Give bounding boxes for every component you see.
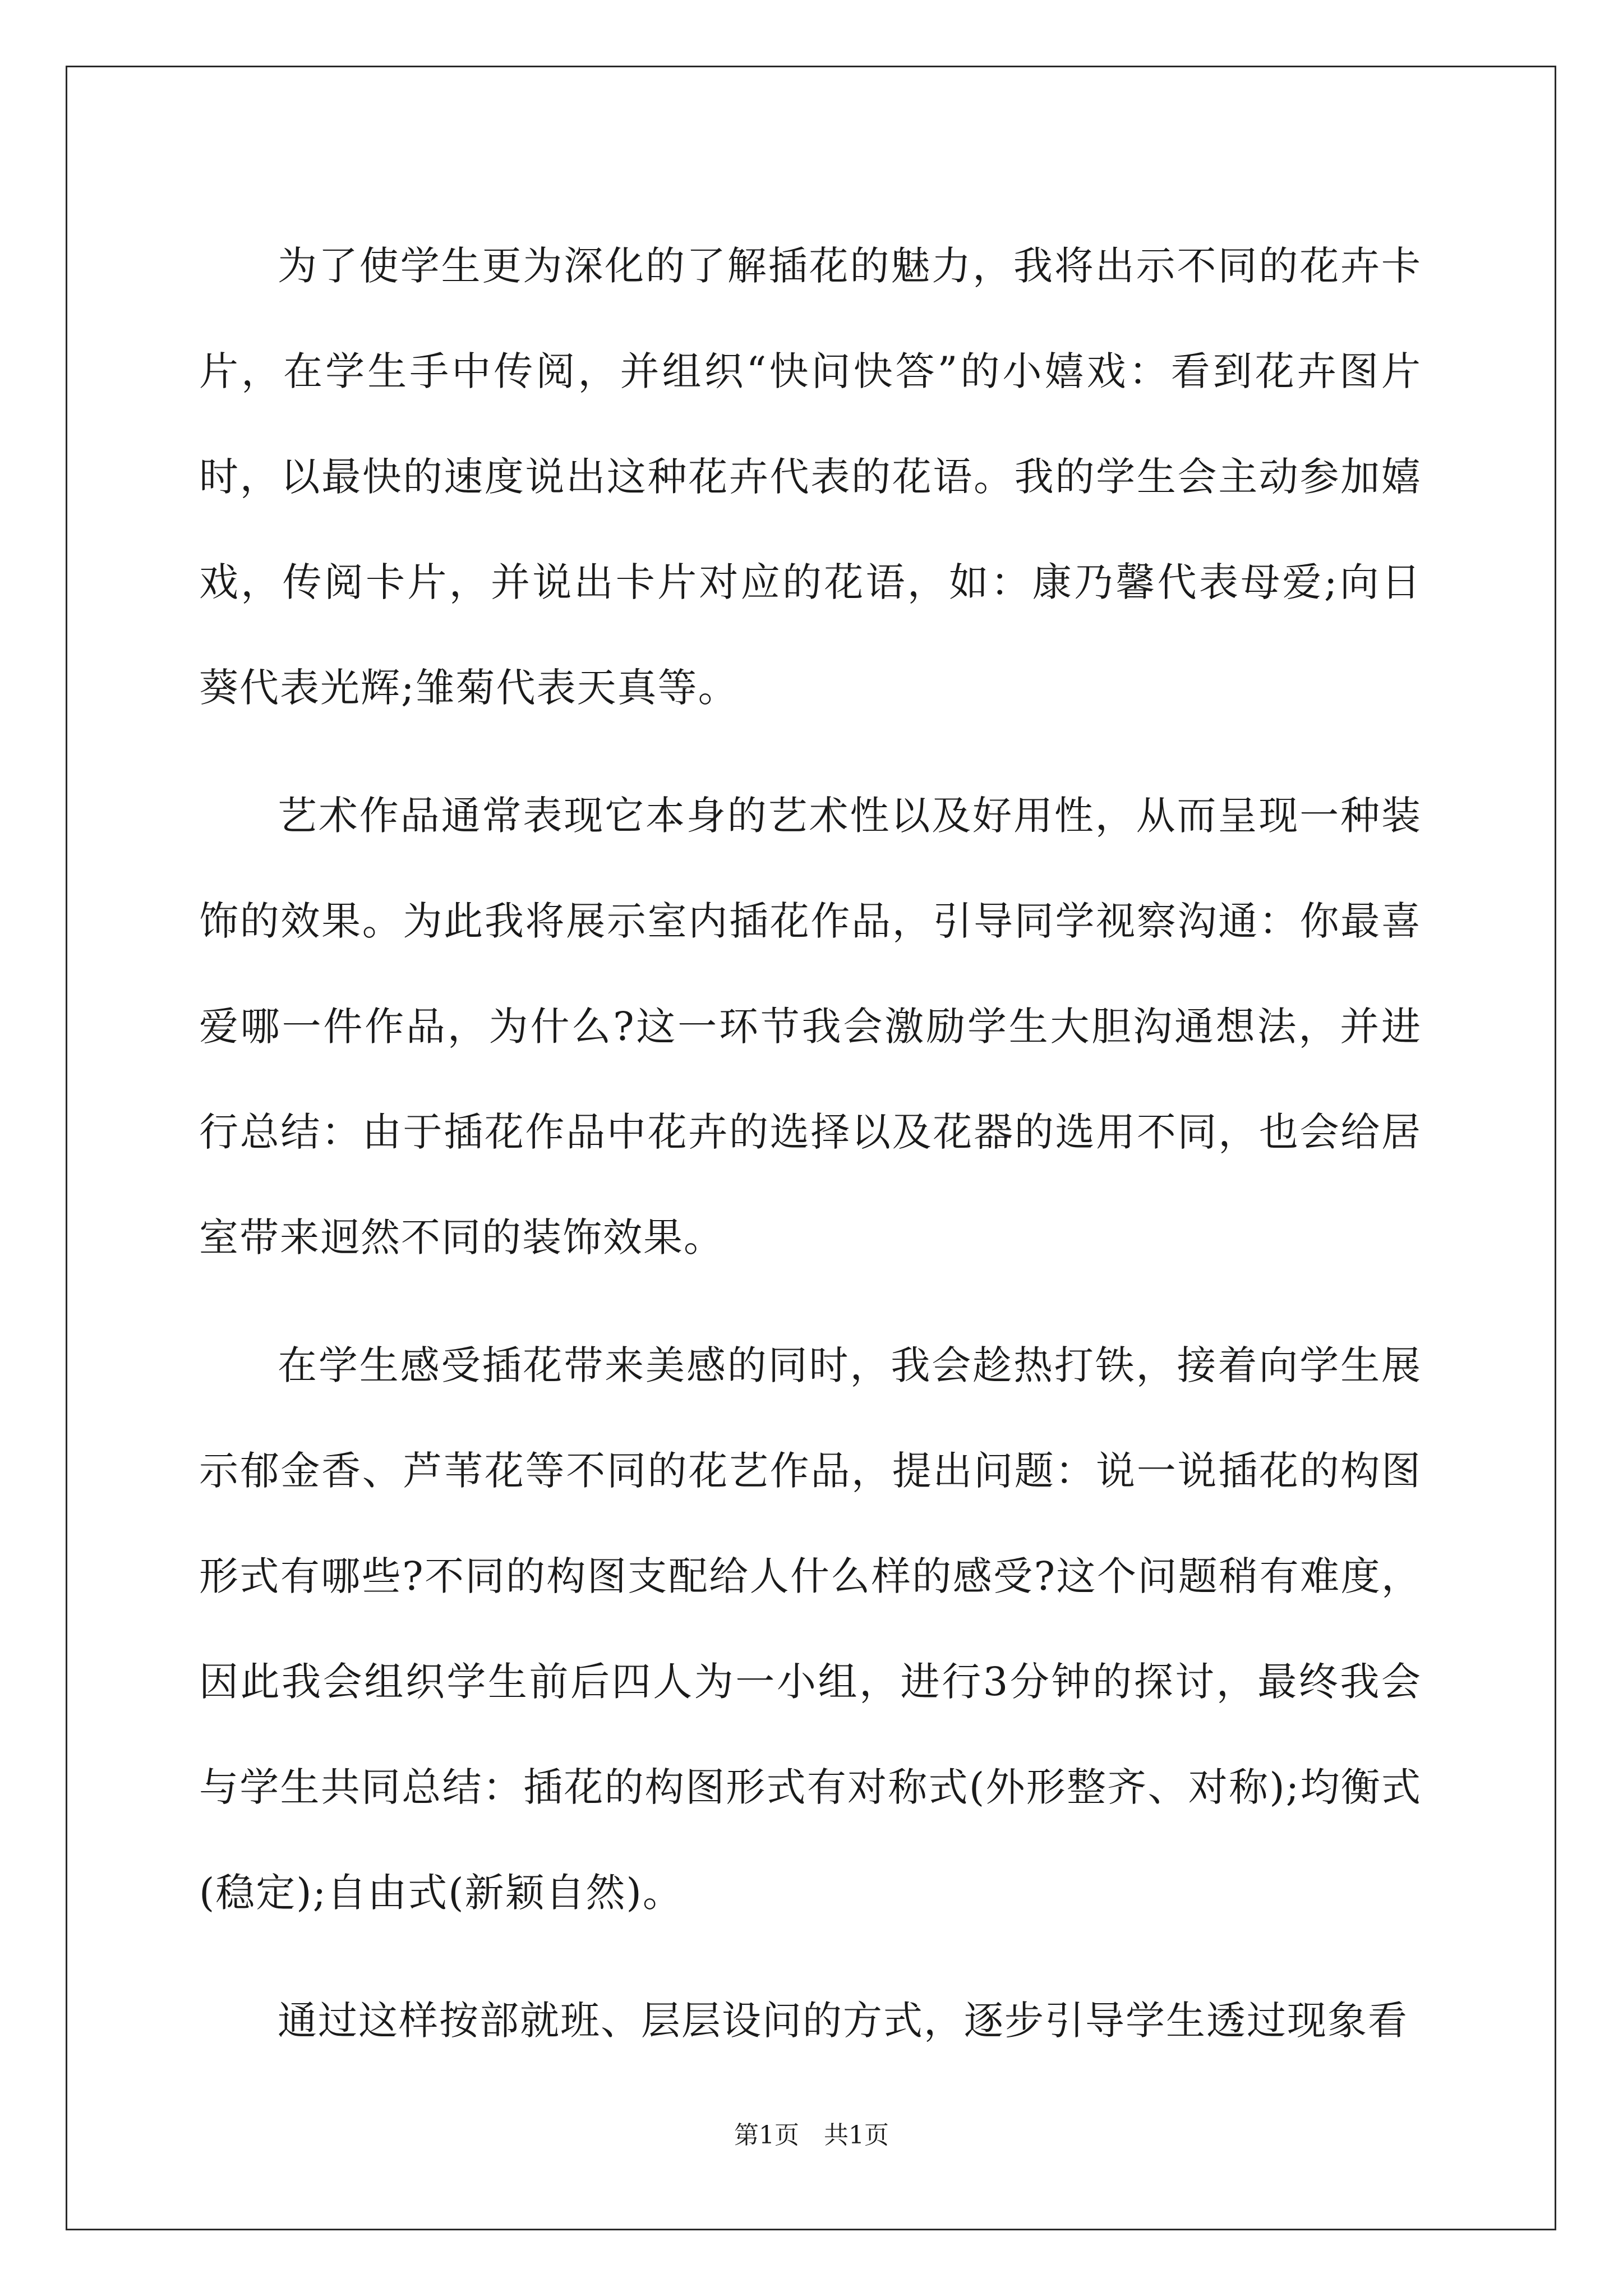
paragraph-4: 通过这样按部就班、层层设问的方式，逐步引导学生透过现象看 — [278, 1998, 1408, 2044]
page-footer — [0, 2115, 1623, 2151]
paragraph-2: 艺术作品通常表现它本身的艺术性以及好用性，从而呈现一种装饰的效果。为此我将展示室内插花作品，引导同学视察沟通：你最喜爱哪一件作品，为什么?这一环节我会激励学生大胆沟通想法，并进行总结：由于插花作品中花卉的选择以及花器的选用不同，也会给居室带来迥然不同的装饰效果。 — [199, 793, 1422, 1260]
paragraph-3: 在学生感受插花带来美感的同时，我会趁热打铁，接着向学生展示郁金香、芦苇花等不同的花艺作品，提出问题：说一说插花的构图形式有哪些?不同的构图支配给人什么样的感受?这个问题稍有难度，因此我会组织学生前后四人为一小组，进行3分钟的探讨，最终我会与学生共同总结：插花的构图形式有对称式(外形整齐、对称);均衡式(稳定);自由式(新颖自然)。 — [199, 1342, 1422, 1916]
paragraph-1: 为了使学生更为深化的了解插花的魅力，我将出示不同的花卉卡片，在学生手中传阅，并组织“快问快答”的小嬉戏：看到花卉图片时，以最快的速度说出这种花卉代表的花语。我的学生会主动参加嬉戏，传阅卡片，并说出卡片对应的花语，如：康乃馨代表母爱;向日葵代表光辉;雏菊代表天真等。 — [199, 243, 1422, 711]
document-body — [199, 213, 1422, 2096]
page-total: 共1页 — [824, 2121, 889, 2150]
page-number: 第1页 — [734, 2121, 799, 2150]
